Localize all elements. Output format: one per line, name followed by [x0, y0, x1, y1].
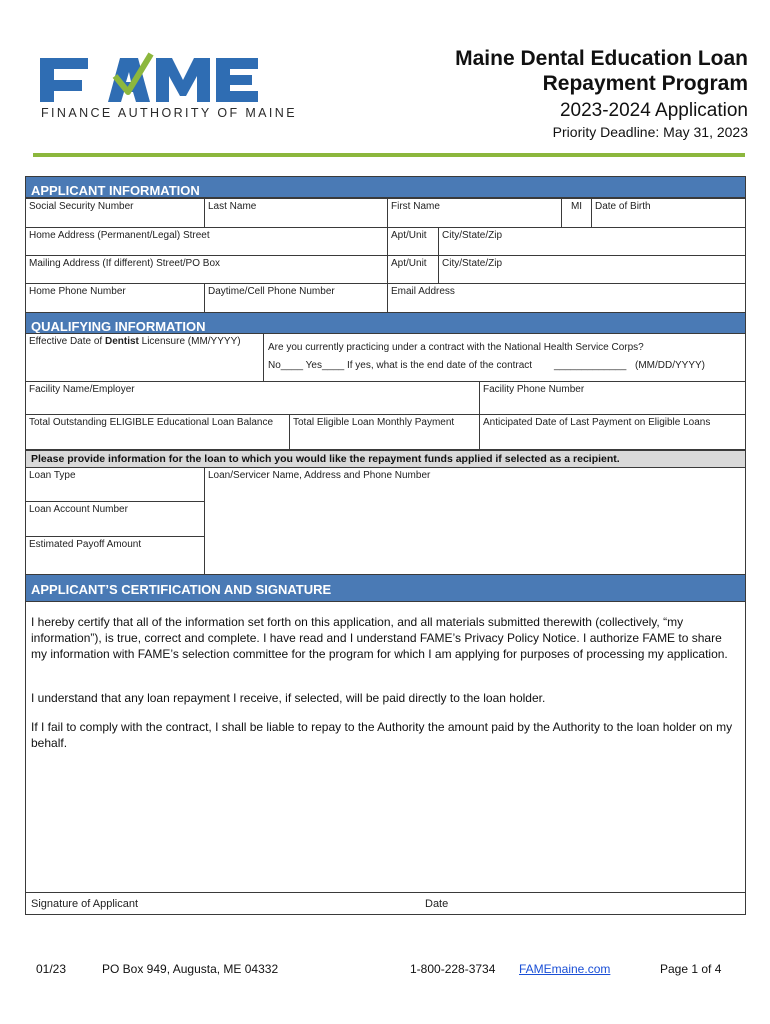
- logo-subtitle: FINANCE AUTHORITY OF MAINE: [41, 106, 297, 120]
- mailing-apt-field[interactable]: [387, 255, 439, 284]
- header-divider: [33, 153, 745, 157]
- home-street-field[interactable]: [25, 227, 388, 256]
- payoff-field[interactable]: [25, 536, 205, 575]
- certification-section-header: [25, 574, 746, 602]
- program-title-line1: Maine Dental Education Loan: [455, 47, 748, 70]
- licensure-label-suffix: Licensure (MM/YYYY): [138, 336, 241, 347]
- home-apt-field[interactable]: [387, 227, 439, 256]
- footer-website-link[interactable]: FAMEmaine.com: [519, 962, 611, 976]
- qualifying-heading: QUALIFYING INFORMATION: [31, 319, 206, 334]
- monthly-payment-field[interactable]: [289, 414, 480, 450]
- loan-balance-field[interactable]: [25, 414, 290, 450]
- facility-label: Facility Name/Employer: [29, 384, 135, 395]
- footer-address: PO Box 949, Augusta, ME 04332: [102, 962, 279, 976]
- loan-type-label: Loan Type: [29, 470, 76, 481]
- loan-instruction: Please provide information for the loan to which you would like the repayment funds applied if selected as a recipient.: [25, 450, 746, 468]
- ssn-field[interactable]: [25, 198, 205, 228]
- loan-type-field[interactable]: [25, 467, 205, 502]
- certification-paragraph-1: I hereby certify that all of the information set forth on this application, and all materials submitted therewith (collectively, “my information”), is true, correct and complete. I have read and I understand FAME’s Privacy Policy Notice. I authorize FAME to share my information with FAME’s selection committee for the program for which I am applying for purposes of processing my application.: [31, 615, 728, 661]
- certification-paragraph-2: I understand that any loan repayment I receive, if selected, will be paid directly to the loan holder.: [31, 691, 546, 705]
- mi-label: MI: [570, 201, 583, 212]
- last-name-label: Last Name: [208, 201, 257, 212]
- cell-phone-field[interactable]: [204, 283, 388, 313]
- servicer-field[interactable]: [204, 467, 746, 575]
- mailing-city-label: City/State/Zip: [442, 258, 503, 269]
- mi-field[interactable]: [561, 198, 592, 228]
- ssn-label: Social Security Number: [29, 201, 134, 212]
- mailing-street-field[interactable]: [25, 255, 388, 284]
- footer-phone: 1-800-228-3734: [410, 962, 496, 976]
- home-phone-field[interactable]: [25, 283, 205, 313]
- home-city-label: City/State/Zip: [442, 230, 503, 241]
- dob-field[interactable]: [591, 198, 746, 228]
- licensure-date-field[interactable]: [25, 333, 264, 382]
- last-name-field[interactable]: [204, 198, 388, 228]
- certification-paragraph-3: If I fail to comply with the contract, I shall be liable to repay to the Authority the amount paid by the Authority to the loan holder on my behalf.: [31, 720, 733, 750]
- date-label[interactable]: Date: [425, 898, 449, 910]
- nhsc-question: Are you currently practicing under a contract with the National Health Service Corps?: [268, 342, 644, 353]
- monthly-payment-label: Total Eligible Loan Monthly Payment: [293, 417, 455, 428]
- dob-label: Date of Birth: [595, 201, 651, 212]
- certification-heading: APPLICANT’S CERTIFICATION AND SIGNATURE: [31, 582, 332, 597]
- facility-phone-field[interactable]: [479, 381, 746, 415]
- qualifying-section-header: [25, 312, 746, 334]
- applicant-section-header: [25, 176, 746, 198]
- account-number-field[interactable]: [25, 501, 205, 537]
- nhsc-answer[interactable]: No____ Yes____ If yes, what is the end date of the contract: [268, 360, 533, 371]
- applicant-heading: APPLICANT INFORMATION: [31, 183, 200, 198]
- payoff-label: Estimated Payoff Amount: [29, 539, 142, 550]
- first-name-label: First Name: [391, 201, 440, 212]
- home-street-label: Home Address (Permanent/Legal) Street: [29, 230, 210, 241]
- account-number-label: Loan Account Number: [29, 504, 128, 515]
- facility-phone-label: Facility Phone Number: [483, 384, 585, 395]
- nhsc-date-format: (MM/DD/YYYY): [635, 360, 705, 371]
- last-payment-field[interactable]: [479, 414, 746, 450]
- last-payment-label: Anticipated Date of Last Payment on Eligible Loans: [483, 417, 711, 428]
- page-number: Page 1 of 4: [660, 962, 722, 976]
- loan-balance-label: Total Outstanding ELIGIBLE Educational Loan Balance: [29, 417, 274, 428]
- first-name-field[interactable]: [387, 198, 562, 228]
- signature-divider: [25, 892, 746, 893]
- facility-field[interactable]: [25, 381, 480, 415]
- application-year: 2023-2024 Application: [559, 100, 748, 121]
- mailing-city-field[interactable]: [438, 255, 746, 284]
- licensure-label-bold: Dentist: [104, 336, 139, 347]
- mailing-apt-label: Apt/Unit: [391, 258, 427, 269]
- revision-date: 01/23: [36, 962, 67, 976]
- servicer-label: Loan/Servicer Name, Address and Phone Number: [208, 470, 431, 481]
- email-label: Email Address: [391, 286, 455, 297]
- home-city-field[interactable]: [438, 227, 746, 256]
- priority-deadline: Priority Deadline: May 31, 2023: [552, 124, 748, 140]
- email-field[interactable]: [387, 283, 746, 313]
- mailing-street-label: Mailing Address (If different) Street/PO Box: [29, 258, 221, 269]
- home-phone-label: Home Phone Number: [29, 286, 126, 297]
- home-apt-label: Apt/Unit: [391, 230, 427, 241]
- cell-phone-label: Daytime/Cell Phone Number: [208, 286, 335, 297]
- nhsc-end-date-blank[interactable]: _____________: [554, 360, 627, 371]
- nhsc-field: [263, 333, 746, 382]
- licensure-label-prefix: Effective Date of: [29, 336, 105, 347]
- signature-label[interactable]: Signature of Applicant: [31, 898, 139, 910]
- program-title-line2: Repayment Program: [542, 72, 748, 95]
